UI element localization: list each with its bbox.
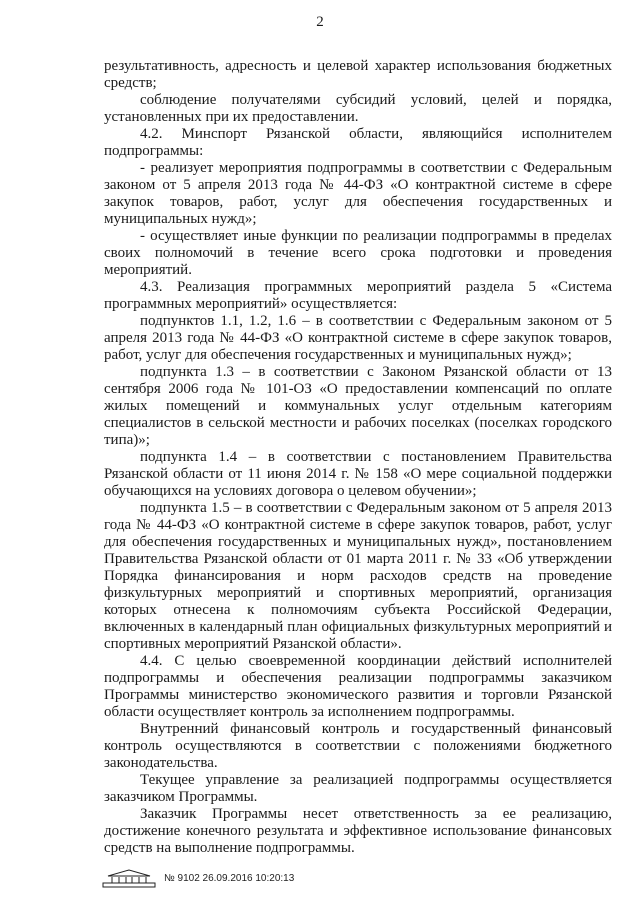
paragraph-10: подпункта 1.5 – в соответствии с Федеральным законом от 5 апреля 2013 года № 44-ФЗ «О контрактной системе в сфере закупок товаров, работ, услуг для обеспечения государственных и муниципальных нужд», постановлением Правительства Рязанской области от 01 марта 2011 г. № 33 «Об утверждении Порядка финансирования и норм расходов средств на проведение физкультурных мероприятий и спортивных мероприятий, организация которых отнесена к полномочиям субъекта Российской Федерации, включенных в календарный план официальных физкультурных мероприятий и спортивных мероприятий Рязанской области». bbox=[104, 500, 612, 652]
paragraph-11: 4.4. С целью своевременной координации действий исполнителей подпрограммы и обеспечения реализации подпрограммы заказчиком Программы министерство экономического развития и торговли Рязанской области осуществляет контроль за исполнением подпрограммы. bbox=[104, 653, 612, 720]
paragraph-6: 4.3. Реализация программных мероприятий раздела 5 «Система программных мероприятий» осуществляется: bbox=[104, 279, 612, 312]
paragraph-2: соблюдение получателями субсидий условий, целей и порядка, установленных при их предоставлении. bbox=[104, 92, 612, 125]
registration-stamp bbox=[102, 868, 522, 888]
document-body bbox=[104, 58, 612, 857]
page-number: 2 bbox=[316, 14, 324, 30]
paragraph-1: результативность, адресность и целевой характер использования бюджетных средств; bbox=[104, 58, 612, 91]
paragraph-9: подпункта 1.4 – в соответствии с постановлением Правительства Рязанской области от 11 июня 2014 г. № 158 «О мере социальной поддержки обучающихся на условиях договора о целевом обучении»; bbox=[104, 449, 612, 499]
stamp-text: № 9102 26.09.2016 10:20:13 bbox=[164, 872, 295, 884]
paragraph-13: Текущее управление за реализацией подпрограммы осуществляется заказчиком Программы. bbox=[104, 772, 612, 805]
paragraph-3: 4.2. Минспорт Рязанской области, являющийся исполнителем подпрограммы: bbox=[104, 126, 612, 159]
paragraph-4: - реализует мероприятия подпрограммы в соответствии с Федеральным законом от 5 апреля 2013 года № 44-ФЗ «О контрактной системе в сфере закупок товаров, работ, услуг для обеспечения государственных и муниципальных нужд»; bbox=[104, 160, 612, 227]
paragraph-7: подпунктов 1.1, 1.2, 1.6 – в соответствии с Федеральным законом от 5 апреля 2013 года № 44-ФЗ «О контрактной системе в сфере закупок товаров, работ, услуг для обеспечения государственных и муниципальных нужд»; bbox=[104, 313, 612, 363]
paragraph-5: - осуществляет иные функции по реализации подпрограммы в пределах своих полномочий в течение всего срока подготовки и проведения мероприятий. bbox=[104, 228, 612, 278]
paragraph-14: Заказчик Программы несет ответственность за ее реализацию, достижение конечного результата и эффективное использование финансовых средств на выполнение подпрограммы. bbox=[104, 806, 612, 856]
paragraph-8: подпункта 1.3 – в соответствии с Законом Рязанской области от 13 сентября 2006 года № 101-ОЗ «О предоставлении компенсаций по оплате жилых помещений и коммунальных услуг отдельным категориям специалистов в сельской местности и рабочих поселках (поселках городского типа)»; bbox=[104, 364, 612, 448]
paragraph-12: Внутренний финансовый контроль и государственный финансовый контроль осуществляются в соответствии с положениями бюджетного законодательства. bbox=[104, 721, 612, 771]
building-seal-icon bbox=[102, 868, 156, 888]
